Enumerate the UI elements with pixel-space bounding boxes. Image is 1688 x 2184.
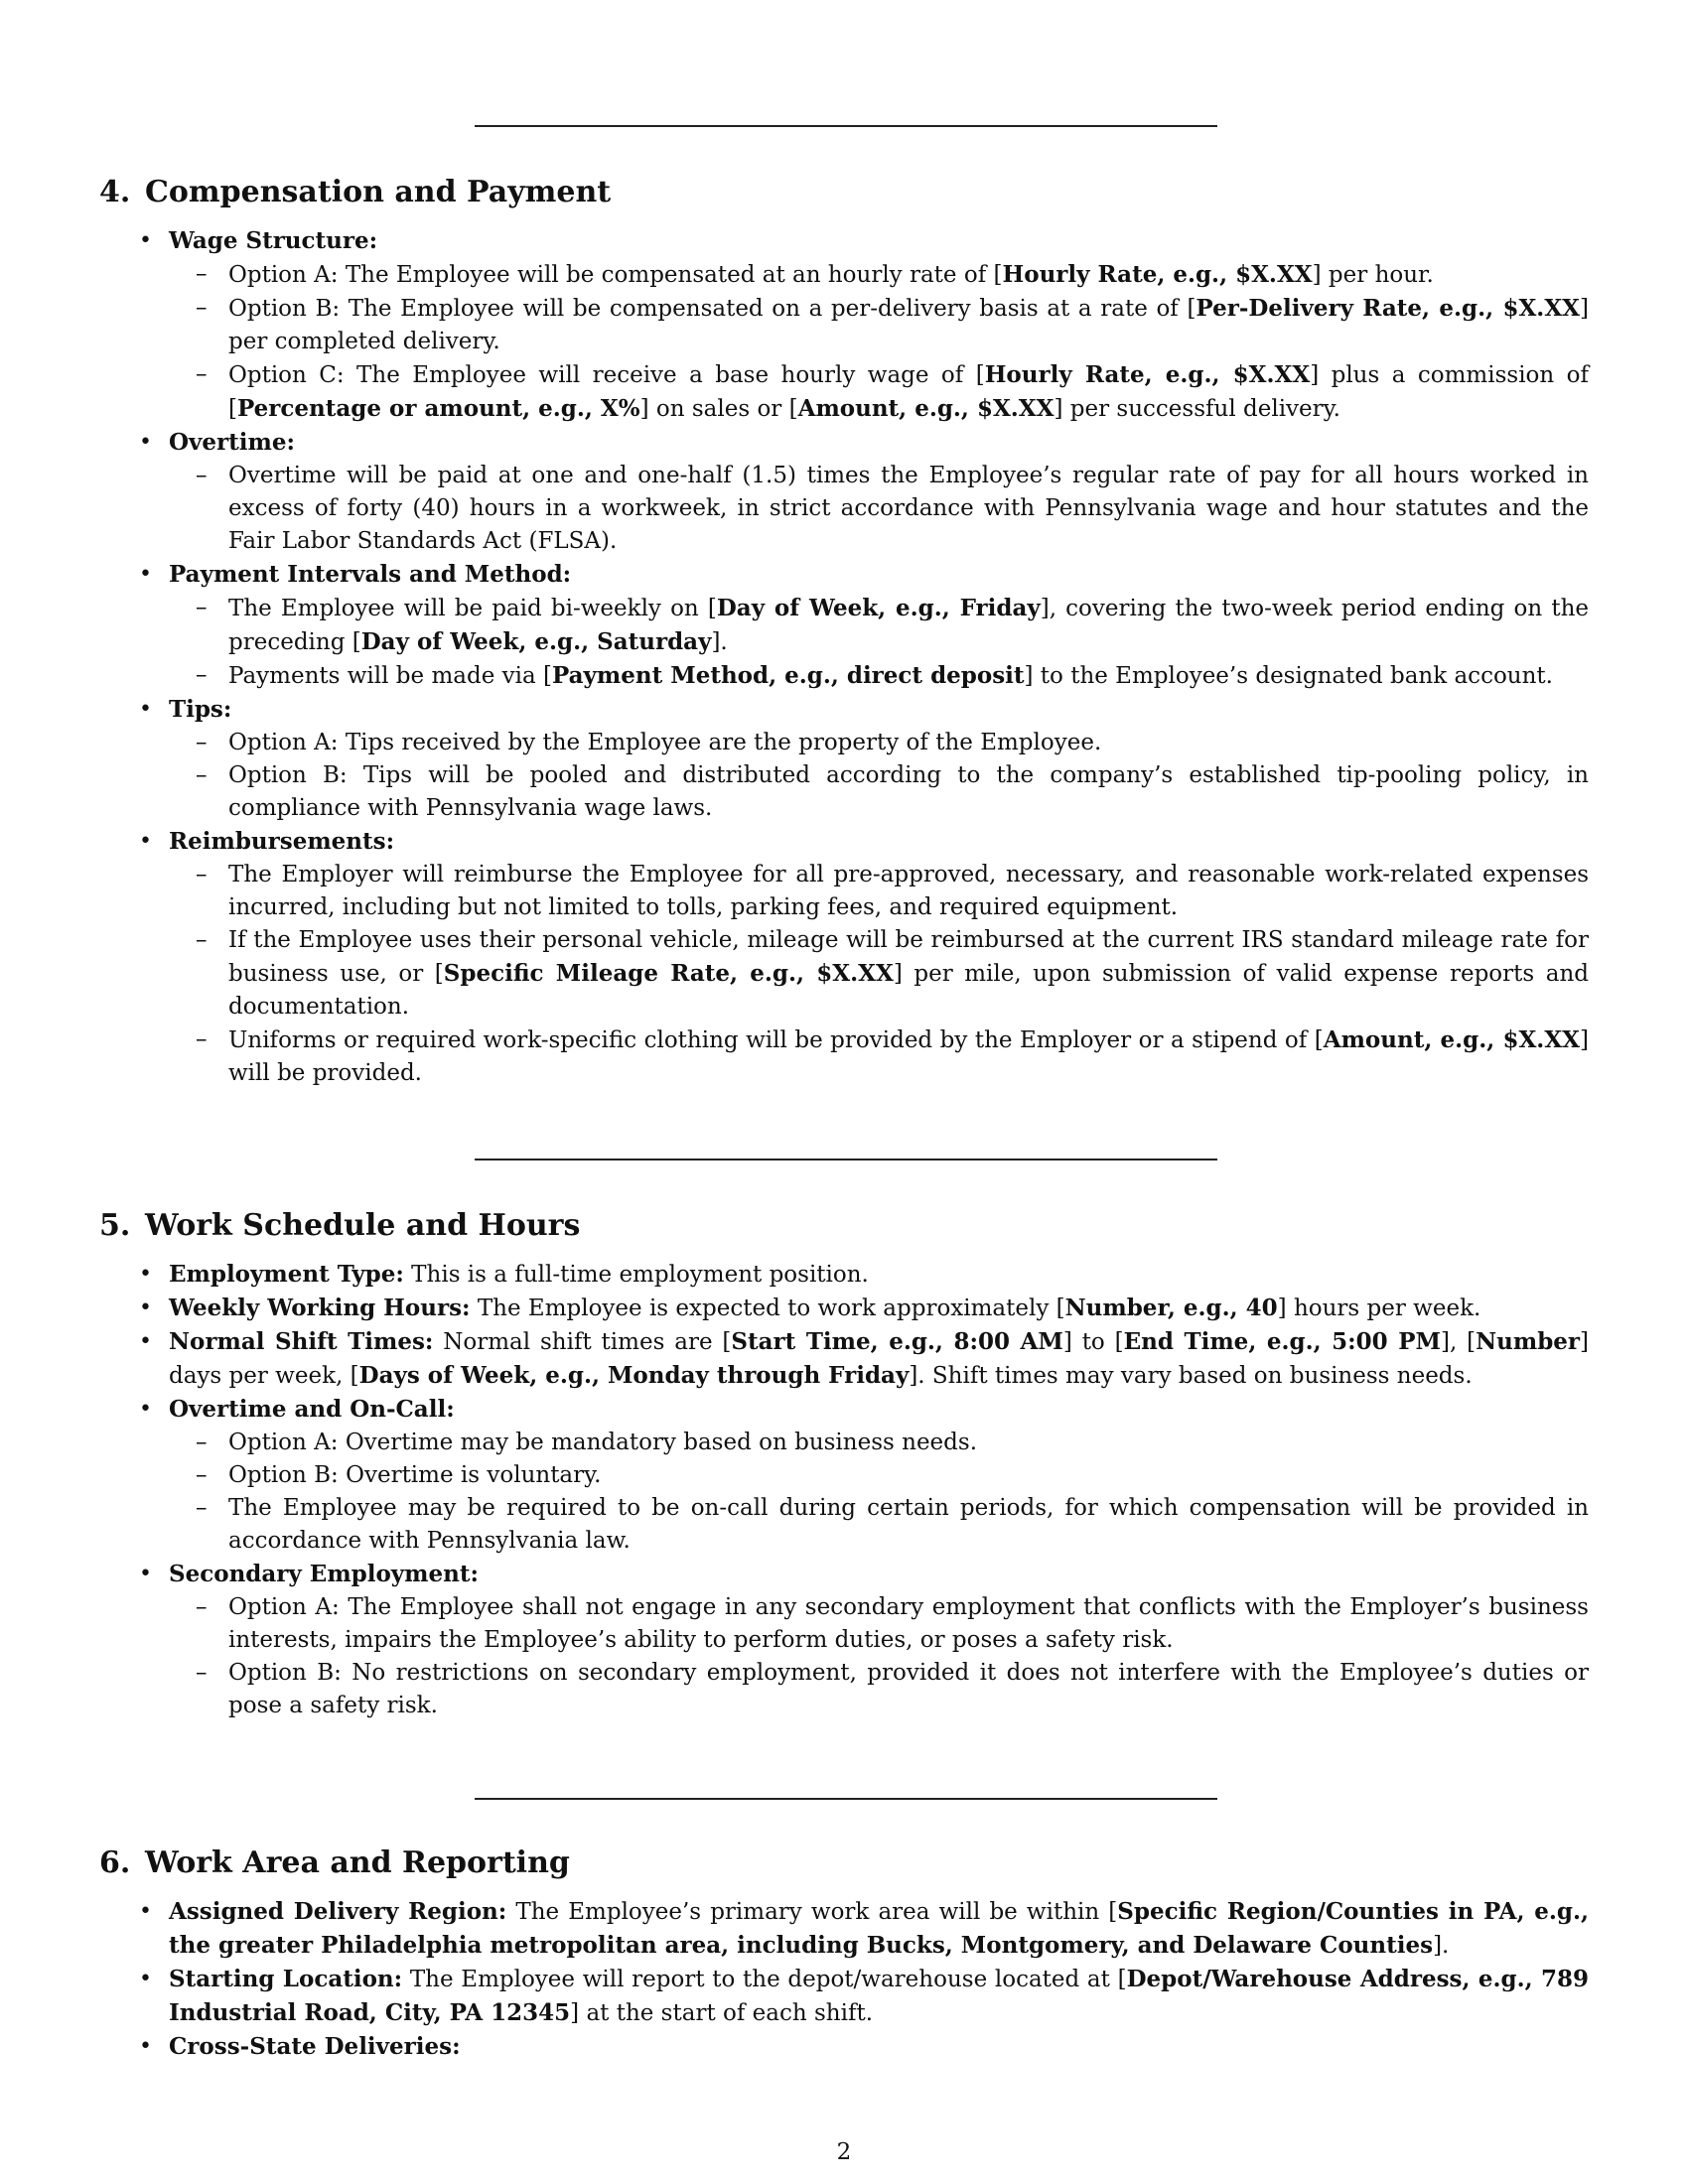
text-run: ] at the start of each shift. [570,2000,874,2026]
item-label: Normal Shift Times: [169,1328,434,1355]
section-work-schedule-and-hours [99,1206,1589,1722]
bullet-icon: • [139,1296,152,1320]
text-run: ]. Shift times may vary based on business needs. [909,1363,1473,1389]
section-divider [475,1798,1217,1800]
sub-list-item [169,1657,1589,1722]
bullet-list [99,1258,1589,1722]
section-number: 4. [99,175,131,209]
placeholder-field: Depot/Warehouse Address, e.g., 789 Industrial Road, City, PA 12345 [169,1966,1590,2026]
item-label: Cross-State Deliveries: [169,2033,461,2060]
dash-icon: – [196,662,208,688]
text-run: The Employee will be paid bi-weekly on [ [228,596,717,621]
dash-icon: – [196,1660,208,1686]
sub-list-item [169,292,1589,358]
bullet-icon: • [139,2034,152,2059]
sub-list-item [169,659,1589,693]
bullet-icon: • [139,1397,152,1422]
section-number: 6. [99,1845,131,1880]
placeholder-field: Days of Week, e.g., Monday through Friday [358,1362,910,1389]
text-run: The Employee may be required to be on-call during certain periods, for which compensation will be provided in accordance with Pennsylvania law. [228,1495,1589,1554]
bullet-icon: • [139,1562,152,1586]
sub-list-item [169,460,1589,558]
dash-icon: – [196,1594,208,1620]
sub-list-item [169,258,1589,292]
list-item-normal-shift-times [99,1325,1589,1393]
text-run: ] to the Employee’s designated bank account. [1024,663,1553,689]
list-item-wage-structure [99,224,1589,426]
text-run: Option C: The Employee will receive a base hourly wage of [ [228,362,985,388]
sub-list-item [169,859,1589,924]
text-run: If the Employee uses their personal vehicle, mileage will be reimbursed at the current IRS standard mileage rate for business use, or [ [228,927,1589,987]
text-run: Option B: No restrictions on secondary employment, provided it does not interfere with the Employee’s duties or pose a safety risk. [228,1660,1589,1718]
text-run: Option A: The Employee shall not engage in any secondary employment that conflicts with the Employer’s business interests, impairs the Employee’s ability to perform duties, or poses a safety risk. [228,1594,1589,1653]
item-label: Assigned Delivery Region: [169,1898,507,1925]
dash-icon: – [196,862,208,887]
placeholder-field: End Time, e.g., 5:00 PM [1123,1328,1441,1355]
sub-list-item [169,358,1589,426]
placeholder-field: Specific Region/Counties in PA, e.g., the greater Philadelphia metropolitan area, including Bucks, Montgomery, and Delaware Counties [169,1898,1589,1959]
text-run: ] per successful delivery. [1054,396,1340,422]
text-run: ] hours per week. [1277,1296,1481,1321]
item-label: Tips: [169,696,232,723]
text-run: Payments will be made via [ [228,663,552,689]
page-number: 2 [836,2139,852,2165]
sub-list-item [169,592,1589,659]
placeholder-field: Hourly Rate, e.g., $X.XX [984,361,1311,388]
bullet-icon: • [139,430,152,455]
dash-icon: – [196,927,208,953]
text-run: ] per hour. [1312,262,1434,288]
text-run: Overtime will be paid at one and one-half (1.5) times the Employee’s regular rate of pay for all hours worked in excess of forty (40) hours in a workweek, in strict accordance with Pennsylvania wage and hour statutes and the Fair Labor Standards Act (FLSA). [228,463,1589,554]
list-item-cross-state-deliveries [99,2030,1589,2064]
bullet-icon: • [139,562,152,587]
item-label: Overtime and On-Call: [169,1396,455,1423]
item-label: Overtime: [169,429,295,456]
text-run: ], covering the two-week period ending on the preceding [ [228,596,1589,655]
text-run: ] on sales or [ [639,396,798,422]
dash-icon: – [196,730,208,755]
section-title: Work Area and Reporting [145,1845,570,1880]
section-title: Work Schedule and Hours [145,1208,581,1243]
text-run: ] per completed delivery. [228,296,1589,354]
text-run: ]. [711,629,728,655]
bullet-icon: • [139,1899,152,1924]
sub-list-item [169,759,1589,825]
dash-icon: – [196,595,208,620]
dash-icon: – [196,261,208,287]
placeholder-field: Day of Week, e.g., Saturday [360,628,712,655]
text-run: ] per mile, upon submission of valid expense reports and documentation. [228,961,1589,1020]
item-label: Wage Structure: [169,227,378,254]
text-run: This is a full-time employment position. [403,1262,869,1288]
text-run: The Employer will reimburse the Employee for all pre-approved, necessary, and reasonable work-related expenses incurred, including but not limited to tolls, parking fees, and required equipment. [228,862,1589,920]
list-item-employment-type [99,1258,1589,1292]
placeholder-field: Amount, e.g., $X.XX [1323,1026,1581,1053]
sub-list [169,460,1589,558]
sub-list-item [169,1591,1589,1657]
bullet-icon: • [139,228,152,253]
sub-list [169,258,1589,426]
placeholder-field: Start Time, e.g., 8:00 AM [731,1328,1063,1355]
text-run: ], [ [1440,1329,1477,1355]
section-divider [475,125,1217,127]
sub-list-item [169,1427,1589,1459]
dash-icon: – [196,361,208,387]
item-label: Starting Location: [169,1966,403,1992]
list-item-weekly-working-hours [99,1292,1589,1325]
item-label: Employment Type: [169,1261,404,1288]
section-compensation-and-payment [99,173,1589,1090]
dash-icon: – [196,762,208,788]
text-run: Option B: Overtime is voluntary. [228,1462,602,1488]
sub-list-item [169,727,1589,759]
sub-list [169,727,1589,825]
sub-list-item [169,1492,1589,1558]
section-work-area-and-reporting [99,1843,1589,2064]
bullet-icon: • [139,1262,152,1287]
section-heading [99,1843,1589,1883]
text-run: The Employee will report to the depot/warehouse located at [ [402,1967,1127,1992]
text-run: ] to [ [1062,1329,1124,1355]
placeholder-field: Amount, e.g., $X.XX [797,395,1055,422]
placeholder-field: Number [1476,1328,1581,1355]
placeholder-field: Payment Method, e.g., direct deposit [551,662,1025,689]
list-item-tips [99,693,1589,825]
sub-list [169,1427,1589,1558]
placeholder-field: Percentage or amount, e.g., X% [236,395,640,422]
placeholder-field: Hourly Rate, e.g., $X.XX [1002,261,1313,288]
list-item-assigned-delivery-region [99,1895,1589,1963]
bullet-icon: • [139,829,152,854]
text-run: The Employee’s primary work area will be within [ [506,1899,1118,1925]
text-run: Option A: Tips received by the Employee are the property of the Employee. [228,730,1102,755]
bullet-icon: • [139,1329,152,1354]
text-run: Option B: Tips will be pooled and distributed according to the company’s established tip-pooling policy, in compliance with Pennsylvania wage laws. [228,762,1589,821]
text-run: ] days per week, [ [169,1329,1590,1389]
text-run: Uniforms or required work-specific clothing will be provided by the Employer or a stipend of [ [228,1027,1324,1053]
text-run: ]. [1433,1933,1450,1959]
placeholder-field: Number, e.g., 40 [1064,1295,1278,1321]
list-item-payment-intervals-and-method [99,558,1589,693]
text-run: ] will be provided. [228,1027,1589,1086]
section-heading [99,173,1589,212]
section-heading [99,1206,1589,1246]
item-label: Reimbursements: [169,828,395,855]
dash-icon: – [196,1026,208,1052]
sub-list-item [169,1459,1589,1492]
bullet-icon: • [139,1967,152,1991]
list-item-secondary-employment [99,1558,1589,1722]
item-label: Secondary Employment: [169,1561,479,1587]
sub-list-item [169,924,1589,1024]
sub-list [169,1591,1589,1722]
section-title: Compensation and Payment [145,175,612,209]
text-run: Option A: Overtime may be mandatory based on business needs. [228,1430,978,1455]
sub-list-item [169,1024,1589,1090]
dash-icon: – [196,463,208,488]
section-number: 5. [99,1208,131,1243]
placeholder-field: Day of Week, e.g., Friday [716,595,1041,621]
list-item-reimbursements [99,825,1589,1090]
text-run: Option B: The Employee will be compensated on a per-delivery basis at a rate of [ [228,296,1196,322]
section-divider [475,1159,1217,1160]
dash-icon: – [196,1430,208,1455]
bullet-list [99,224,1589,1090]
placeholder-field: Specific Mileage Rate, e.g., $X.XX [443,960,894,987]
bullet-list [99,1895,1589,2064]
dash-icon: – [196,1462,208,1488]
list-item-overtime-and-on-call [99,1393,1589,1558]
item-label: Payment Intervals and Method: [169,561,572,588]
text-run: Normal shift times are [ [433,1329,732,1355]
text-run: Option A: The Employee will be compensated at an hourly rate of [ [228,262,1003,288]
list-item-starting-location [99,1963,1589,2030]
sub-list [169,592,1589,693]
placeholder-field: Per-Delivery Rate, e.g., $X.XX [1196,295,1581,322]
bullet-icon: • [139,697,152,722]
dash-icon: – [196,295,208,321]
text-run: ] plus a commission of [ [228,362,1589,422]
item-label: Weekly Working Hours: [169,1295,471,1321]
text-run: The Employee is expected to work approximately [ [470,1296,1065,1321]
sub-list [169,859,1589,1090]
list-item-overtime [99,426,1589,558]
dash-icon: – [196,1495,208,1521]
